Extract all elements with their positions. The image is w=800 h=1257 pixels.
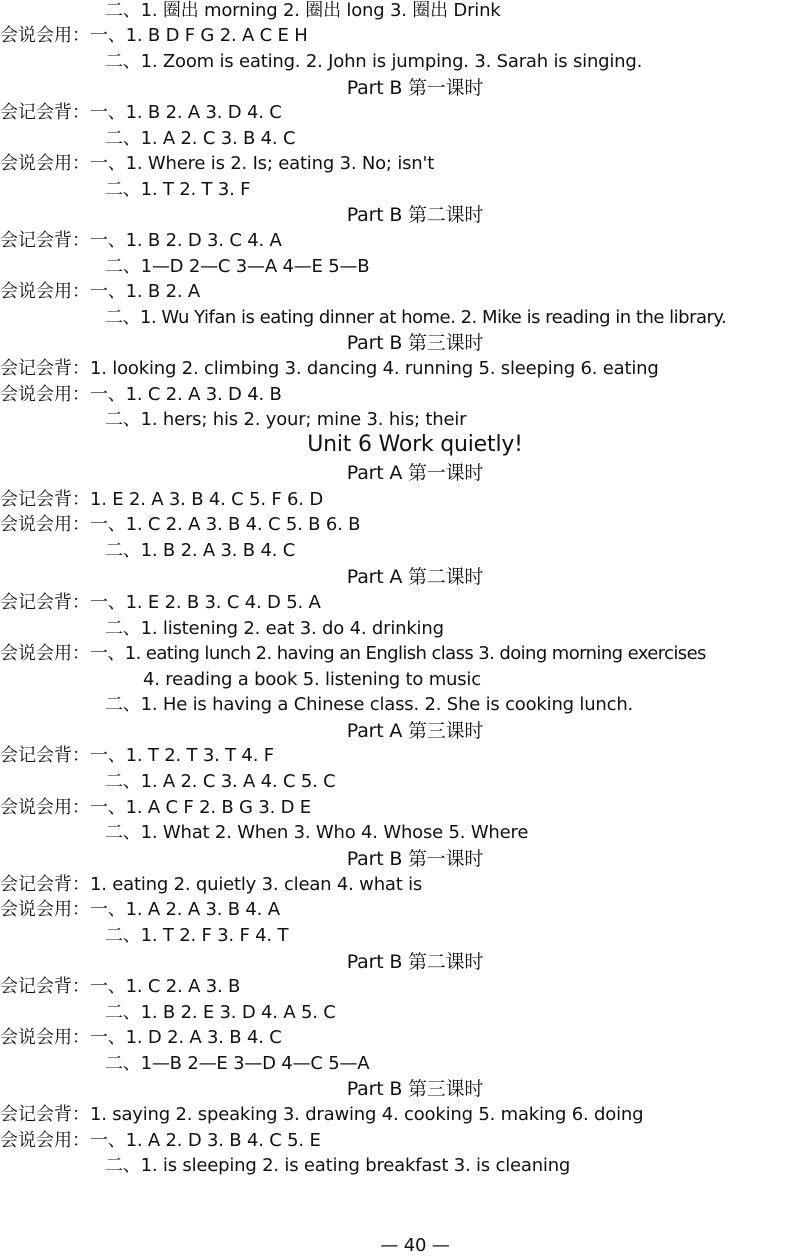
- answer-line: 会记会背：一、1. E 2. B 3. C 4. D 5. A: [0, 592, 321, 613]
- section-label: 会记会背：: [0, 874, 90, 895]
- answer-line: 会记会背：一、1. B 2. A 3. D 4. C: [0, 102, 282, 123]
- answer-line: 会说会用：一、1. A 2. A 3. B 4. A: [0, 899, 280, 920]
- section-label: 会说会用：: [0, 153, 90, 174]
- answer-line: 二、1. A 2. C 3. A 4. C 5. C: [105, 771, 336, 792]
- section-label: 会记会背：: [0, 230, 90, 251]
- answer-line: 二、1—D 2—C 3—A 4—E 5—B: [105, 256, 370, 277]
- answer-line: 会说会用：一、1. C 2. A 3. B 4. C 5. B 6. B: [0, 514, 361, 535]
- lesson-heading: Part B 第一课时: [346, 848, 484, 870]
- lesson-heading: Part B 第二课时: [346, 951, 484, 973]
- answer-line: 会说会用：一、1. A 2. D 3. B 4. C 5. E: [0, 1130, 321, 1151]
- answer-line: 会说会用：一、1. B 2. A: [0, 281, 200, 302]
- section-label: 会记会背：: [0, 1104, 90, 1125]
- answer-line: 二、1. What 2. When 3. Who 4. Whose 5. Where: [105, 822, 529, 843]
- answer-line: 二、1. A 2. C 3. B 4. C: [105, 128, 296, 149]
- lesson-heading: Part B 第三课时: [346, 1078, 484, 1100]
- answer-line: 二、1. B 2. A 3. B 4. C: [105, 540, 296, 561]
- answer-line: 会说会用：一、1. D 2. A 3. B 4. C: [0, 1027, 282, 1048]
- answer-line: 会说会用：一、1. Where is 2. Is; eating 3. No; isn't: [0, 153, 435, 174]
- section-label: 会说会用：: [0, 643, 90, 664]
- section-label: 会记会背：: [0, 102, 90, 123]
- answer-line: 二、1. 圈出 morning 2. 圈出 long 3. 圈出 Drink: [105, 0, 501, 21]
- section-label: 会说会用：: [0, 384, 90, 405]
- answer-line: 会说会用：一、1. eating lunch 2. having an English class 3. doing morning exercises: [0, 643, 706, 664]
- answer-line: 二、1. B 2. E 3. D 4. A 5. C: [105, 1002, 336, 1023]
- section-label: 会说会用：: [0, 1130, 90, 1151]
- lesson-heading: Part A 第三课时: [346, 720, 484, 742]
- answer-line: 会记会背：1. eating 2. quietly 3. clean 4. what is: [0, 874, 423, 895]
- section-label: 会说会用：: [0, 899, 90, 920]
- lesson-heading: Part A 第一课时: [346, 462, 484, 484]
- answer-line: 二、1. Wu Yifan is eating dinner at home. 2. Mike is reading in the library.: [105, 307, 727, 328]
- answer-line: 二、1. hers; his 2. your; mine 3. his; their: [105, 409, 467, 430]
- answer-line: 会说会用：一、1. C 2. A 3. D 4. B: [0, 384, 282, 405]
- section-label: 会说会用：: [0, 25, 90, 46]
- answer-line: 会记会背：1. E 2. A 3. B 4. C 5. F 6. D: [0, 489, 323, 510]
- section-label: 会记会背：: [0, 592, 90, 613]
- answer-line: 会记会背：1. looking 2. climbing 3. dancing 4. running 5. sleeping 6. eating: [0, 358, 659, 379]
- answer-line: 会记会背：1. saying 2. speaking 3. drawing 4. cooking 5. making 6. doing: [0, 1104, 644, 1125]
- answer-line: 二、1—B 2—E 3—D 4—C 5—A: [105, 1053, 370, 1074]
- page-number: — 40 —: [380, 1235, 450, 1256]
- answer-line: 4. reading a book 5. listening to music: [143, 669, 481, 690]
- lesson-heading: Part B 第二课时: [346, 204, 484, 226]
- answer-line: 会记会背：一、1. C 2. A 3. B: [0, 976, 241, 997]
- lesson-heading: Part A 第二课时: [346, 566, 484, 588]
- answer-line: 二、1. is sleeping 2. is eating breakfast 3. is cleaning: [105, 1155, 571, 1176]
- answer-line: 二、1. listening 2. eat 3. do 4. drinking: [105, 618, 444, 639]
- section-label: 会记会背：: [0, 489, 90, 510]
- section-label: 会记会背：: [0, 976, 90, 997]
- section-label: 会说会用：: [0, 797, 90, 818]
- section-label: 会说会用：: [0, 514, 90, 535]
- section-label: 会说会用：: [0, 281, 90, 302]
- answer-line: 会记会背：一、1. T 2. T 3. T 4. F: [0, 745, 274, 766]
- answer-line: 会说会用：一、1. B D F G 2. A C E H: [0, 25, 308, 46]
- section-label: 会记会背：: [0, 745, 90, 766]
- answer-line: 二、1. He is having a Chinese class. 2. She is cooking lunch.: [105, 694, 634, 715]
- answer-line: 二、1. T 2. T 3. F: [105, 179, 251, 200]
- unit-title: Unit 6 Work quietly!: [307, 432, 523, 457]
- section-label: 会说会用：: [0, 1027, 90, 1048]
- lesson-heading: Part B 第三课时: [346, 332, 484, 354]
- answer-line: 会记会背：一、1. B 2. D 3. C 4. A: [0, 230, 282, 251]
- answer-line: 会说会用：一、1. A C F 2. B G 3. D E: [0, 797, 311, 818]
- answer-line: 二、1. Zoom is eating. 2. John is jumping. 3. Sarah is singing.: [105, 51, 643, 72]
- section-label: 会记会背：: [0, 358, 90, 379]
- lesson-heading: Part B 第一课时: [346, 77, 484, 99]
- answer-line: 二、1. T 2. F 3. F 4. T: [105, 925, 289, 946]
